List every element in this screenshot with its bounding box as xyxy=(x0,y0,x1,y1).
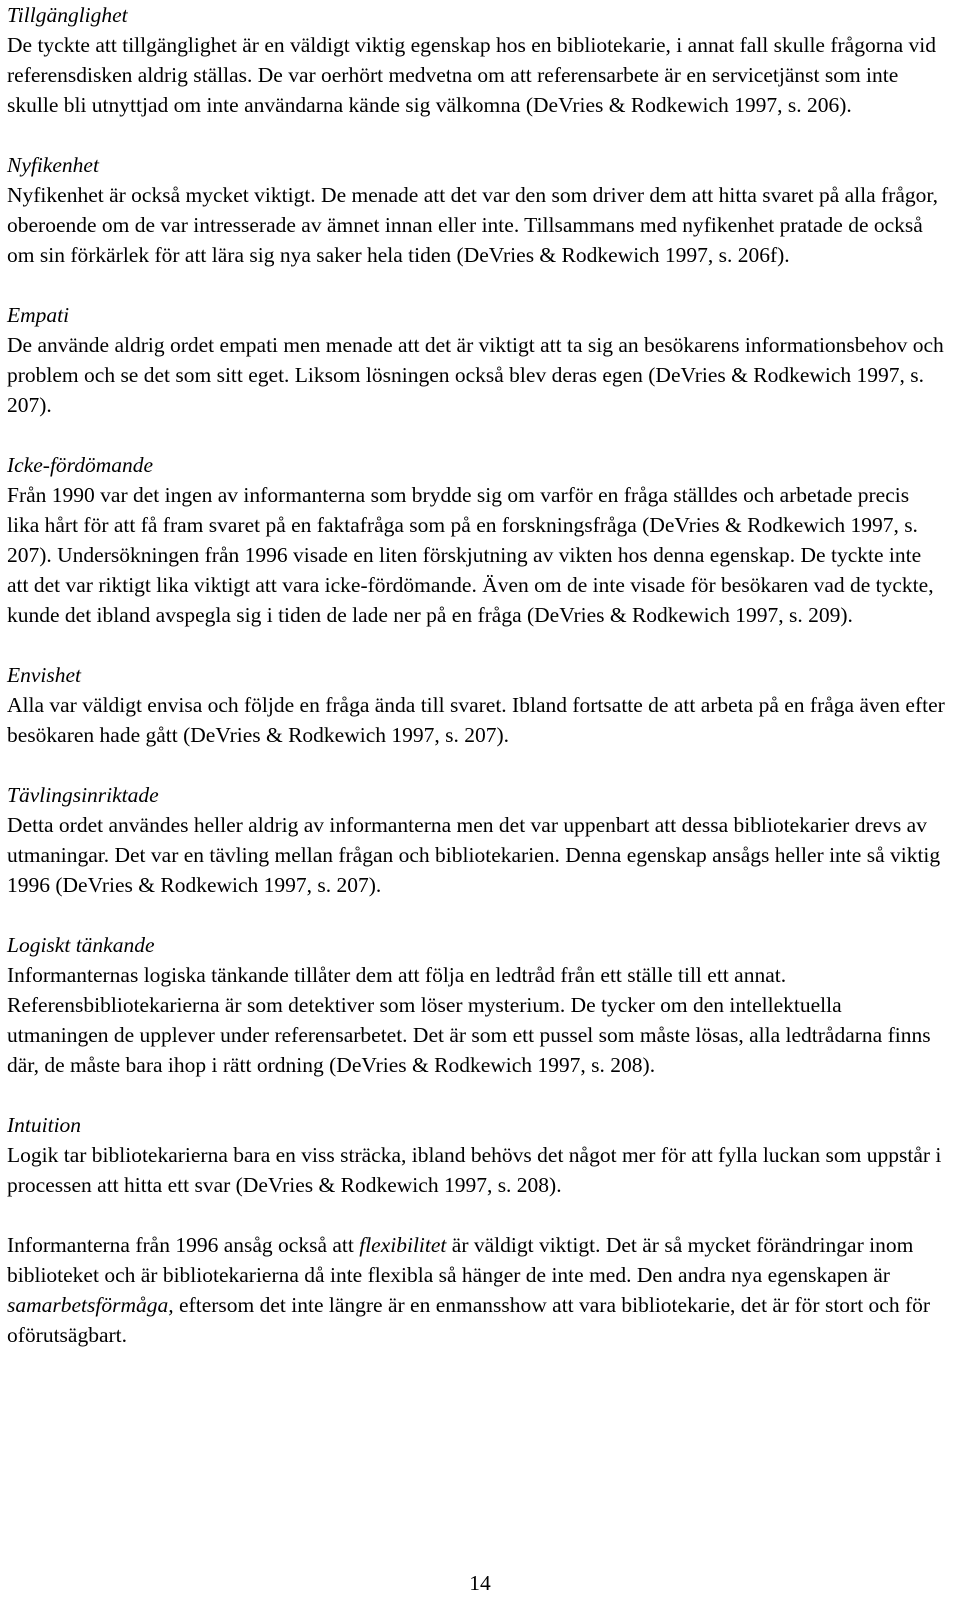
page-number: 14 xyxy=(469,1571,491,1595)
closing-text-part: eftersom det inte längre är en enmansshow att vara bibliotekarie, det är för stort och för oförutsägbart. xyxy=(7,1293,931,1347)
section-paragraph: Logik tar bibliotekarierna bara en viss sträcka, ibland behövs det något mer för att fylla luckan som uppstår i processen att hitta ett svar (DeVries & Rodkewich 1997, s. 208). xyxy=(7,1143,942,1197)
section-tavlingsinriktade xyxy=(7,780,945,900)
section-envishet xyxy=(7,660,945,750)
section-heading: Nyfikenhet xyxy=(7,153,99,177)
section-icke-fordomande xyxy=(7,450,945,630)
section-heading: Tävlingsinriktade xyxy=(7,783,159,807)
closing-text-part: Informanterna från 1996 ansåg också att xyxy=(7,1233,360,1257)
section-heading: Envishet xyxy=(7,663,82,687)
section-paragraph: Alla var väldigt envisa och följde en fråga ända till svaret. Ibland fortsatte de att arbeta på en fråga även efter besökaren hade gått (DeVries & Rodkewich 1997, s. 207). xyxy=(7,693,945,747)
closing-text-part: är väldigt viktigt. Det är så mycket förändringar inom biblioteket och är bibliotekarierna då inte flexibla så hänger de inte med. Den andra nya egenskapen är xyxy=(7,1233,914,1287)
section-paragraph: Nyfikenhet är också mycket viktigt. De menade att det var den som driver dem att hitta svaret på alla frågor, oberoende om de var intresserade av ämnet innan eller inte. Tillsammans med nyfikenhet pratade de också om sin förkärlek för att lära sig nya saker hela tiden (DeVries & Rodkewich 1997, s. 206f). xyxy=(7,183,939,267)
emphasis-samarbetsformaga: samarbetsförmåga, xyxy=(7,1293,174,1317)
section-paragraph: Från 1990 var det ingen av informanterna som brydde sig om varför en fråga ställdes och arbetade precis lika hårt för att få fram svaret på en faktafråga som på en forskningsfråga (DeVries & Rodkewich 1997, s. 207). Undersökningen från 1996 visade en liten förskjutning av vikten hos denna egenskap. De tyckte inte att det var riktigt lika viktigt att vara icke-fördömande. Även om de inte visade för besökaren vad de tyckte, kunde det ibland avspegla sig i tiden de lade ner på en fråga (DeVries & Rodkewich 1997, s. 209). xyxy=(7,483,934,627)
section-heading: Icke-fördömande xyxy=(7,453,154,477)
document-page xyxy=(7,0,945,1350)
closing-paragraph xyxy=(7,1230,945,1350)
section-heading: Tillgänglighet xyxy=(7,3,128,27)
section-paragraph: Detta ordet användes heller aldrig av informanterna men det var uppenbart att dessa bibliotekarier drevs av utmaningar. Det var en tävling mellan frågan och bibliotekarien. Denna egenskap ansågs heller inte så viktig 1996 (DeVries & Rodkewich 1997, s. 207). xyxy=(7,813,941,897)
section-paragraph: De tyckte att tillgänglighet är en väldigt viktig egenskap hos en bibliotekarie, i annat fall skulle frågorna vid referensdisken aldrig ställas. De var oerhört medvetna om att referensarbete är en servicetjänst som inte skulle bli utnyttjad om inte användarna kände sig välkomna (DeVries & Rodkewich 1997, s. 206). xyxy=(7,33,937,117)
section-tillganglighet xyxy=(7,0,945,120)
section-nyfikenhet xyxy=(7,150,945,270)
section-heading: Logiskt tänkande xyxy=(7,933,155,957)
section-intuition xyxy=(7,1110,945,1200)
emphasis-flexibilitet: flexibilitet xyxy=(359,1233,447,1257)
section-heading: Intuition xyxy=(7,1113,82,1137)
section-empati xyxy=(7,300,945,420)
section-logiskt-tankande xyxy=(7,930,945,1080)
section-paragraph: Informanternas logiska tänkande tillåter dem att följa en ledtråd från ett ställe till ett annat. Referensbibliotekarierna är som detektiver som löser mysterium. De tycker om den intellektuella utmaningen de upplever under referensarbetet. Det är som ett pussel som måste lösas, alla ledtrådarna finns där, de måste bara ihop i rätt ordning (DeVries & Rodkewich 1997, s. 208). xyxy=(7,963,931,1077)
section-paragraph: De använde aldrig ordet empati men menade att det är viktigt att ta sig an besökarens informationsbehov och problem och se det som sitt eget. Liksom lösningen också blev deras egen (DeVries & Rodkewich 1997, s. 207). xyxy=(7,333,944,417)
section-heading: Empati xyxy=(7,303,70,327)
